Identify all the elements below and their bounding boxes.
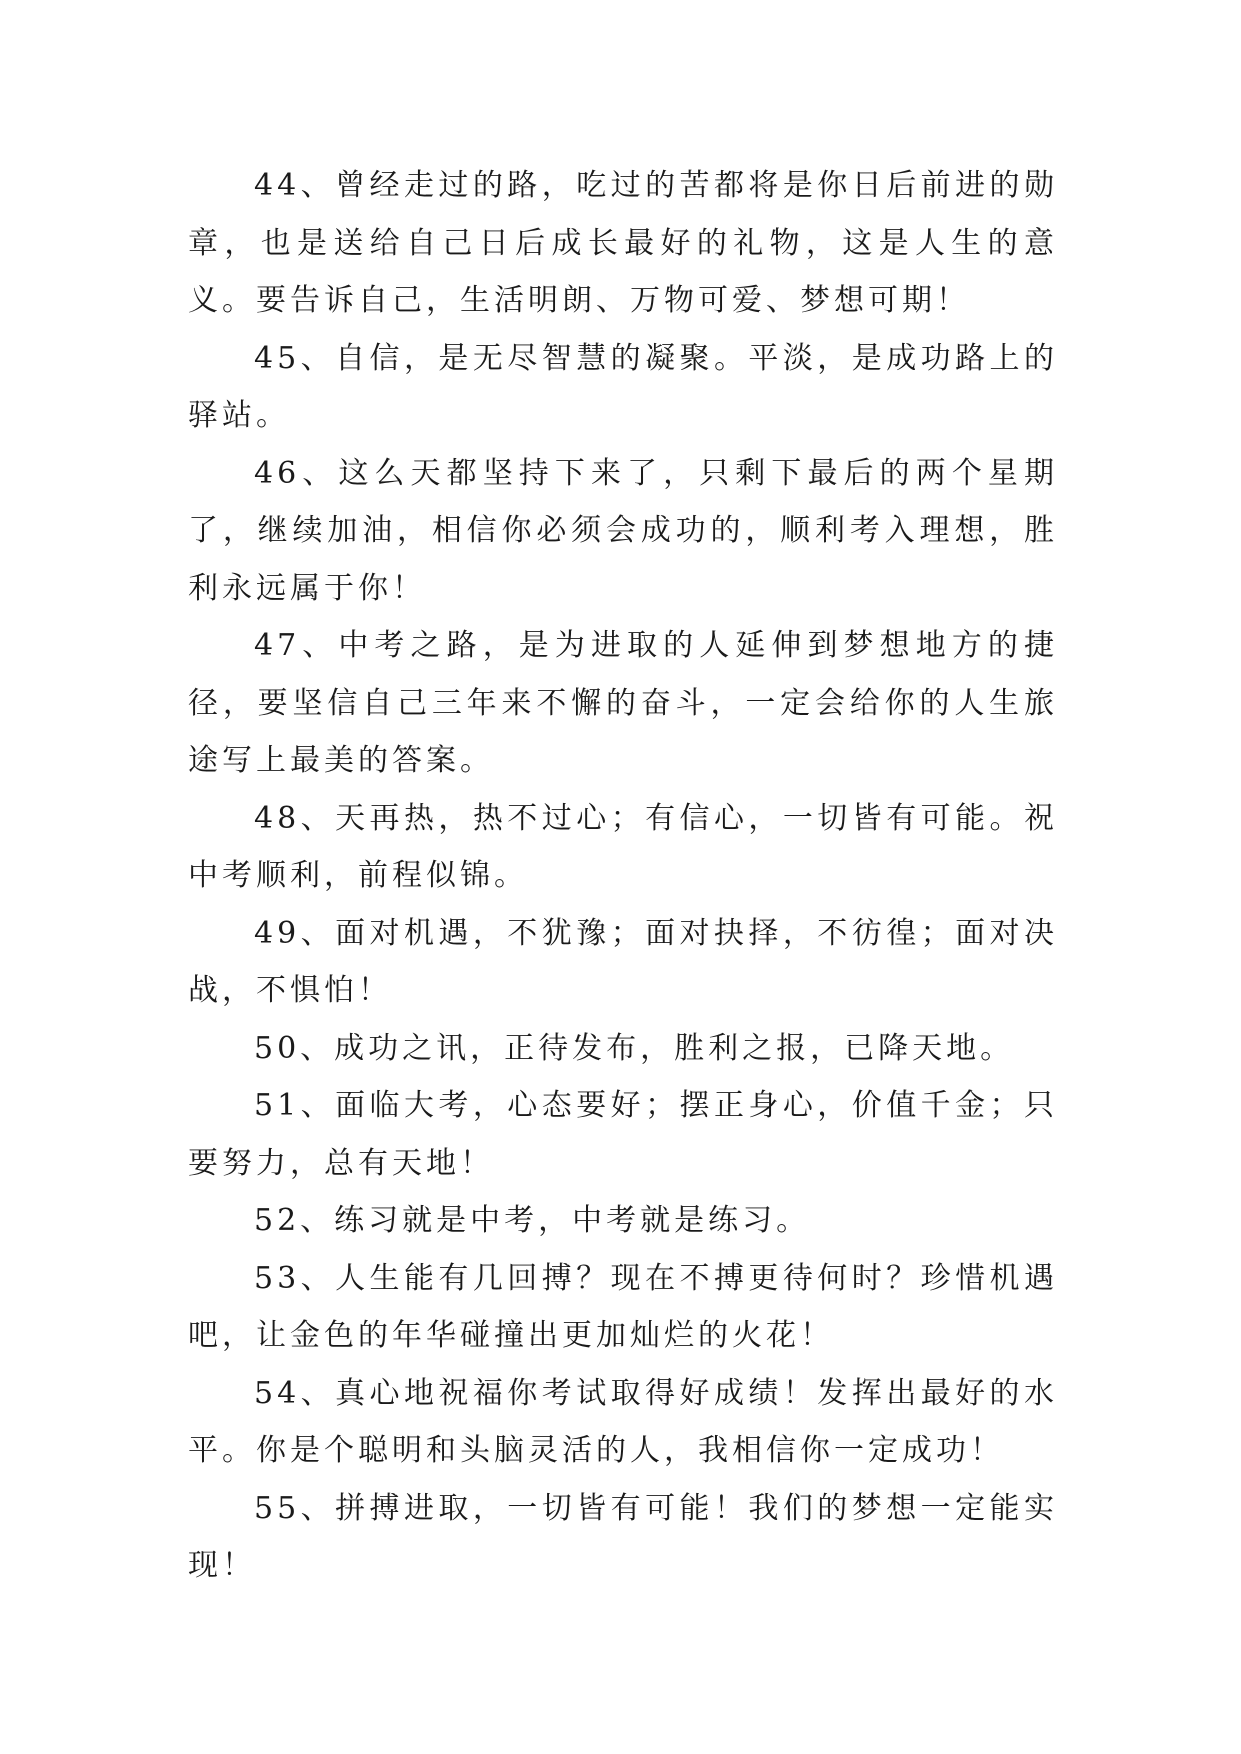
paragraph-49: 49、面对机遇，不犹豫；面对抉择，不彷徨；面对决战，不惧怕！ bbox=[188, 915, 1058, 1008]
paragraph-44: 44、曾经走过的路，吃过的苦都将是你日后前进的勋章，也是送给自己日后成长最好的礼物，这是人生的意义。要告诉自己，生活明朗、万物可爱、梦想可期！ bbox=[188, 168, 1058, 318]
paragraph-50: 50、成功之讯，正待发布，胜利之报，已降天地。 bbox=[254, 1030, 1015, 1066]
paragraph-52: 52、练习就是中考，中考就是练习。 bbox=[254, 1203, 811, 1238]
document-body bbox=[188, 157, 1058, 1595]
paragraph-47: 47、中考之路，是为进取的人延伸到梦想地方的捷径，要坚信自己三年来不懈的奋斗，一定会给你的人生旅途写上最美的答案。 bbox=[188, 628, 1058, 778]
paragraph-55: 55、拼搏进取，一切皆有可能！我们的梦想一定能实现！ bbox=[188, 1490, 1058, 1583]
paragraph-46: 46、这么天都坚持下来了，只剩下最后的两个星期了，继续加油，相信你必须会成功的，顺利考入理想，胜利永远属于你！ bbox=[188, 455, 1058, 606]
paragraph-45: 45、自信，是无尽智慧的凝聚。平淡，是成功路上的驿站。 bbox=[188, 340, 1058, 433]
paragraph-54: 54、真心地祝福你考试取得好成绩！发挥出最好的水平。你是个聪明和头脑灵活的人，我相信你一定成功！ bbox=[188, 1375, 1058, 1468]
paragraph-48: 48、天再热，热不过心；有信心，一切皆有可能。祝中考顺利，前程似锦。 bbox=[188, 800, 1058, 893]
paragraph-53: 53、人生能有几回搏？现在不搏更待何时？珍惜机遇吧，让金色的年华碰撞出更加灿烂的火花！ bbox=[188, 1260, 1058, 1353]
paragraph-51: 51、面临大考，心态要好；摆正身心，价值千金；只要努力，总有天地！ bbox=[188, 1088, 1058, 1181]
